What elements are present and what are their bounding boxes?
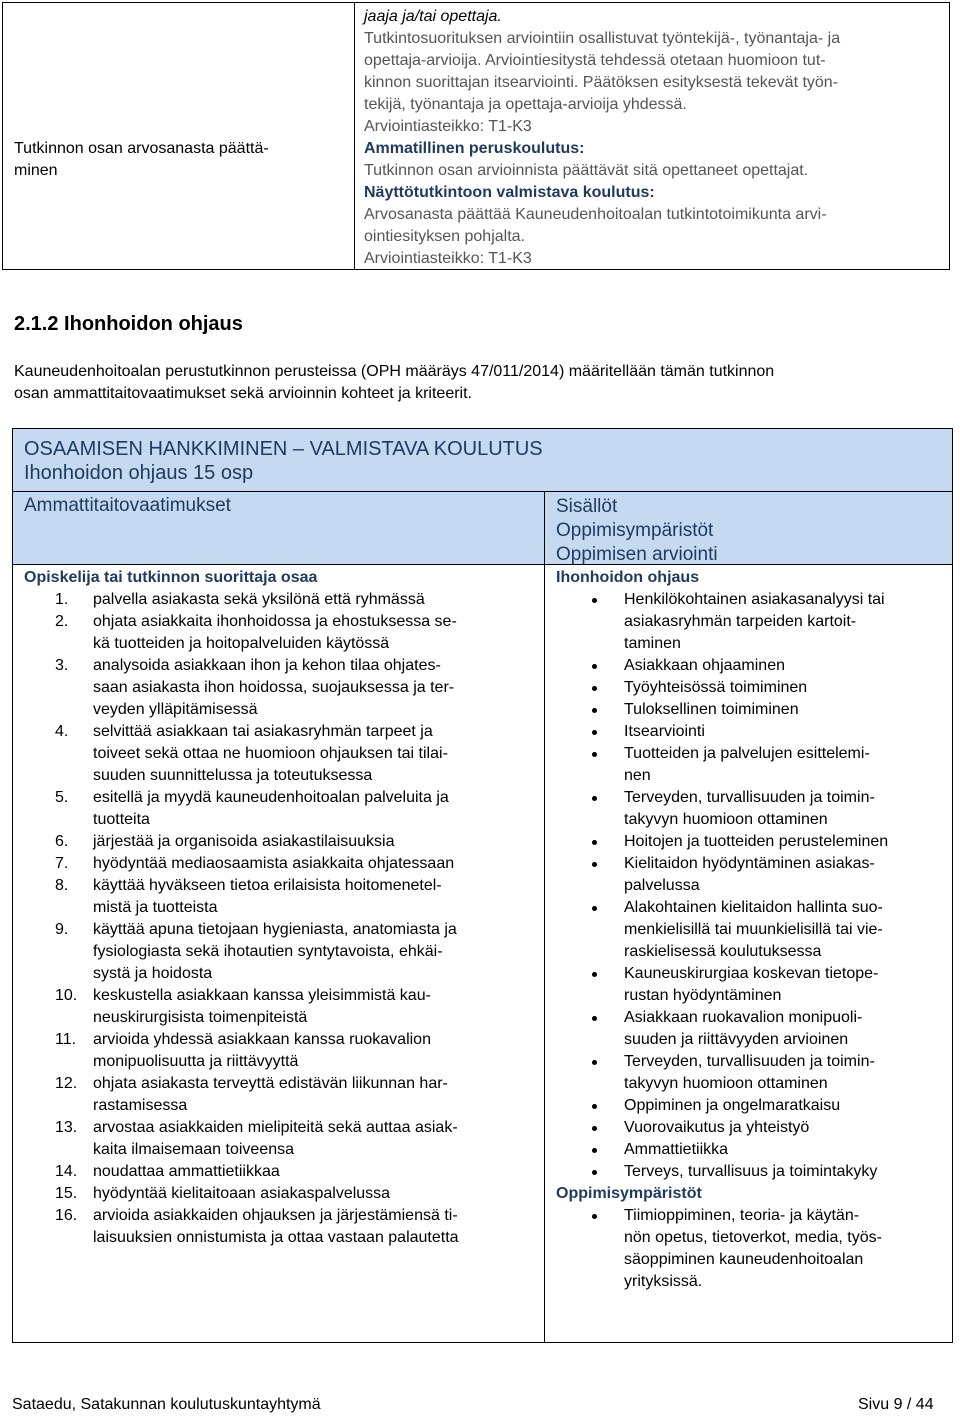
objective-item (24, 721, 538, 787)
bullet-item (556, 853, 948, 897)
objective-number: 13. (55, 1119, 78, 1136)
objective-text: arvioida asiakkaiden ohjauksen ja järjestämiensä ti- (93, 1207, 458, 1224)
bullet-text: asiakasryhmän tarpeiden kartoit- (624, 613, 857, 630)
section-title: 2.1.2 Ihonhoidon ohjaus (14, 313, 243, 335)
bullet-icon (592, 664, 597, 669)
bullet-icon (592, 862, 597, 867)
bullet-text: Kauneuskirurgiaa koskevan tietope- (624, 965, 879, 982)
bullet-item (556, 1139, 948, 1161)
assessment-line: kinnon suorittajan itsearviointi. Päätöksen esityksestä tekevät työn- (364, 74, 839, 91)
bullet-text: Vuorovaikutus ja yhteistyö (624, 1119, 810, 1136)
bullet-text: takyvyn huomioon ottaminen (624, 811, 828, 828)
objective-text: keskustella asiakkaan kanssa yleisimmistä kau- (93, 987, 431, 1004)
assessment-line: tekijä, työnantaja ja opettaja-arvioija yhdessä. (364, 96, 687, 113)
contents-header-line: Sisällöt (556, 496, 618, 517)
objective-text: ohjata asiakkaita ihonhoidossa ja ehostuksessa se- (93, 613, 457, 630)
bullet-icon (592, 1104, 597, 1109)
intro-line-2: osan ammattitaitovaatimukset sekä arvioinnin kohteet ja kriteerit. (14, 385, 472, 402)
objective-text: selvittää asiakkaan tai asiakasryhmän tarpeet ja (93, 723, 433, 740)
assessment-line: ointiesityksen pohjalta. (364, 228, 525, 245)
objective-text: mistä ja tuotteista (93, 899, 218, 916)
objective-text: käyttää apuna tietojaan hygieniasta, anatomiasta ja (93, 921, 457, 938)
objective-number: 3. (55, 657, 69, 674)
objective-item (24, 831, 538, 853)
contents-list (556, 589, 948, 1183)
bullet-text: nön opetus, tietoverkot, media, työs- (624, 1229, 882, 1246)
objective-text: palvella asiakasta sekä yksilönä että ryhmässä (93, 591, 425, 608)
section-intro (14, 361, 944, 405)
assessment-details (364, 6, 944, 270)
bullet-icon (592, 1214, 597, 1219)
objective-number: 4. (55, 723, 69, 740)
objective-text: järjestää ja organisoida asiakastilaisuuksia (93, 833, 395, 850)
bullet-item (556, 1051, 948, 1095)
assessment-line: jaaja ja/tai opettaja. (364, 8, 502, 25)
column-divider (544, 491, 545, 1343)
objectives-list (24, 589, 538, 1249)
objective-number: 1. (55, 591, 69, 608)
header-divider (12, 491, 953, 492)
bullet-text: Terveyden, turvallisuuden ja toimin- (624, 1053, 875, 1070)
objective-text: veyden ylläpitämisessä (93, 701, 258, 718)
objective-number: 5. (55, 789, 69, 806)
bullet-item (556, 831, 948, 853)
bullet-text: Hoitojen ja tuotteiden perusteleminen (624, 833, 889, 850)
assessment-line: Näyttötutkintoon valmistava koulutus: (364, 184, 655, 201)
objective-text: monipuolisuutta ja riittävyyttä (93, 1053, 299, 1070)
bullet-item (556, 1205, 948, 1293)
objective-item (24, 589, 538, 611)
bullet-text: Terveys, turvallisuus ja toimintakyky (624, 1163, 878, 1180)
bullet-text: Ammattietiikka (624, 1141, 729, 1158)
bullet-icon (592, 1060, 597, 1065)
objective-text: analysoida asiakkaan ihon ja kehon tilaa ohjates- (93, 657, 441, 674)
bullet-icon (592, 1016, 597, 1021)
bullet-text: Henkilökohtainen asiakasanalyysi tai (624, 591, 885, 608)
bullet-text: Tuotteiden ja palvelujen esittelemi- (624, 745, 870, 762)
objective-text: laisuuksien onnistumista ja ottaa vastaan palautetta (93, 1229, 459, 1246)
bullet-text: suuden ja riittävyyden arvioinen (624, 1031, 849, 1048)
footer-organization: Sataedu, Satakunnan koulutuskuntayhtymä (12, 1396, 321, 1413)
bullet-text: Asiakkaan ohjaaminen (624, 657, 785, 674)
assessment-line: Arvosanasta päättää Kauneudenhoitoalan tutkintotoimikunta arvi- (364, 206, 827, 223)
contents-header-line: Oppimisen arviointi (556, 544, 718, 565)
requirements-lead: Opiskelija tai tutkinnon suorittaja osaa (24, 569, 318, 586)
bullet-text: raskielisessä koulutuksessa (624, 943, 822, 960)
assessment-label-cell (2, 2, 355, 270)
bullet-text: Työyhteisössä toimiminen (624, 679, 808, 696)
objective-text: esitellä ja myydä kauneudenhoitoalan palveluita ja (93, 789, 449, 806)
bullet-text: Tuloksellinen toimiminen (624, 701, 799, 718)
bullet-text: nen (624, 767, 651, 784)
objective-text: kaita ilmaisemaan toiveensa (93, 1141, 294, 1158)
objective-text: neuskirurgisista toimenpiteistä (93, 1009, 308, 1026)
objective-item (24, 1161, 538, 1183)
bullet-icon (592, 1126, 597, 1131)
table-title: OSAAMISEN HANKKIMINEN – VALMISTAVA KOULUTUS (24, 438, 543, 460)
objective-number: 7. (55, 855, 69, 872)
objective-number: 16. (55, 1207, 78, 1224)
bullet-item (556, 677, 948, 699)
objective-item (24, 787, 538, 831)
bullet-text: Kielitaidon hyödyntäminen asiakas- (624, 855, 875, 872)
assessment-line: Arviointiasteikko: T1-K3 (364, 118, 532, 135)
objective-item (24, 1117, 538, 1161)
objective-item (24, 919, 538, 985)
bullet-text: Terveyden, turvallisuuden ja toimin- (624, 789, 875, 806)
column-header-requirements: Ammattitaitovaatimukset (24, 495, 231, 516)
assessment-label (14, 138, 344, 182)
bullet-icon (592, 708, 597, 713)
bullet-text: säoppiminen kauneudenhoitoalan (624, 1251, 864, 1268)
objective-number: 6. (55, 833, 69, 850)
bullet-icon (592, 1148, 597, 1153)
objective-number: 2. (55, 613, 69, 630)
objective-text: arvioida yhdessä asiakkaan kanssa ruokavalion (93, 1031, 431, 1048)
bullet-icon (592, 1170, 597, 1175)
objective-item (24, 1205, 538, 1249)
bullet-text: Asiakkaan ruokavalion monipuoli- (624, 1009, 863, 1026)
bullet-item (556, 699, 948, 721)
bullet-icon (592, 972, 597, 977)
objective-item (24, 1073, 538, 1117)
objective-text: kä tuotteiden ja hoitopalveluiden käytössä (93, 635, 390, 652)
objective-text: tuotteita (93, 811, 150, 828)
bullet-item (556, 1007, 948, 1051)
bullet-icon (592, 840, 597, 845)
objective-number: 15. (55, 1185, 78, 1202)
bullet-icon (592, 906, 597, 911)
bullet-text: menkielisillä tai muunkielisillä tai vie- (624, 921, 883, 938)
bullet-item (556, 655, 948, 677)
assessment-line: Tutkintosuorituksen arviointiin osallistuvat työntekijä-, työnantaja- ja (364, 30, 841, 47)
objective-item (24, 1029, 538, 1073)
objective-text: systä ja hoidosta (93, 965, 213, 982)
objective-text: hyödyntää kielitaitoaan asiakaspalvelussa (93, 1185, 391, 1202)
objective-text: arvostaa asiakkaiden mielipiteitä sekä auttaa asiak- (93, 1119, 458, 1136)
objective-text: suuden suunnittelussa ja toteutuksessa (93, 767, 373, 784)
objective-text: rastamisessa (93, 1097, 188, 1114)
objective-number: 8. (55, 877, 69, 894)
intro-line-1: Kauneudenhoitoalan perustutkinnon perusteissa (OPH määräys 47/011/2014) määritellään tämän tutkinnon (14, 363, 775, 380)
assessment-line: Tutkinnon osan arvioinnista päättävät sitä opettaneet opettajat. (364, 162, 809, 179)
objective-number: 10. (55, 987, 78, 1004)
objective-item (24, 985, 538, 1029)
bullet-icon (592, 796, 597, 801)
assessment-line: Arviointiasteikko: T1-K3 (364, 250, 532, 267)
objective-number: 11. (55, 1031, 77, 1048)
bullet-item (556, 963, 948, 1007)
objective-text: ohjata asiakasta terveyttä edistävän liikunnan har- (93, 1075, 448, 1092)
bullet-text: rustan hyödyntäminen (624, 987, 782, 1004)
assessment-label-line-1: Tutkinnon osan arvosanasta päättä- (14, 140, 269, 157)
bullet-item (556, 743, 948, 787)
header-bottom-divider (12, 564, 953, 565)
objective-item (24, 853, 538, 875)
bullet-item (556, 1117, 948, 1139)
objective-item (24, 611, 538, 655)
bullet-item (556, 1161, 948, 1183)
assessment-line: opettaja-arvioija. Arviointiesitystä tehdessä otetaan huomioon tut- (364, 52, 826, 69)
bullet-item (556, 897, 948, 963)
objective-item (24, 1183, 538, 1205)
bullet-text: Tiimioppiminen, teoria- ja käytän- (624, 1207, 860, 1224)
objective-item (24, 655, 538, 721)
table-subtitle: Ihonhoidon ohjaus 15 osp (24, 462, 254, 484)
contents-lead: Ihonhoidon ohjaus (556, 569, 700, 586)
requirements-column (24, 567, 538, 1249)
contents-header-line: Oppimisympäristöt (556, 520, 714, 541)
bullet-text: taminen (624, 635, 681, 652)
bullet-text: palvelussa (624, 877, 700, 894)
bullet-icon (592, 730, 597, 735)
bullet-icon (592, 598, 597, 603)
bullet-text: takyvyn huomioon ottaminen (624, 1075, 828, 1092)
objective-number: 12. (55, 1075, 78, 1092)
objective-number: 14. (55, 1163, 78, 1180)
objective-text: saan asiakasta ihon hoidossa, suojauksessa ja ter- (93, 679, 455, 696)
objective-number: 9. (55, 921, 69, 938)
objective-text: hyödyntää mediaosaamista asiakkaita ohjatessaan (93, 855, 455, 872)
objective-text: toiveet sekä ottaa ne huomioon ohjauksen tai tilai- (93, 745, 448, 762)
environments-lead: Oppimisympäristöt (556, 1185, 702, 1202)
environments-list (556, 1205, 948, 1293)
bullet-item (556, 787, 948, 831)
bullet-text: Alakohtainen kielitaidon hallinta suo- (624, 899, 883, 916)
bullet-icon (592, 686, 597, 691)
bullet-text: yrityksissä. (624, 1273, 703, 1290)
footer-page-number: Sivu 9 / 44 (858, 1396, 934, 1413)
objective-text: käyttää hyväkseen tietoa erilaisista hoitomenetel- (93, 877, 442, 894)
objective-item (24, 875, 538, 919)
assessment-label-line-2: minen (14, 162, 58, 179)
bullet-icon (592, 752, 597, 757)
bullet-item (556, 589, 948, 655)
bullet-item (556, 721, 948, 743)
bullet-text: Itsearviointi (624, 723, 705, 740)
assessment-line: Ammatillinen peruskoulutus: (364, 140, 585, 157)
bullet-item (556, 1095, 948, 1117)
column-header-contents (556, 495, 718, 567)
contents-column (556, 567, 948, 1293)
objective-text: fysiologiasta sekä ihotautien syntytavoista, ehkäi- (93, 943, 443, 960)
objective-text: noudattaa ammattietiikkaa (93, 1163, 280, 1180)
bullet-text: Oppiminen ja ongelmaratkaisu (624, 1097, 841, 1114)
